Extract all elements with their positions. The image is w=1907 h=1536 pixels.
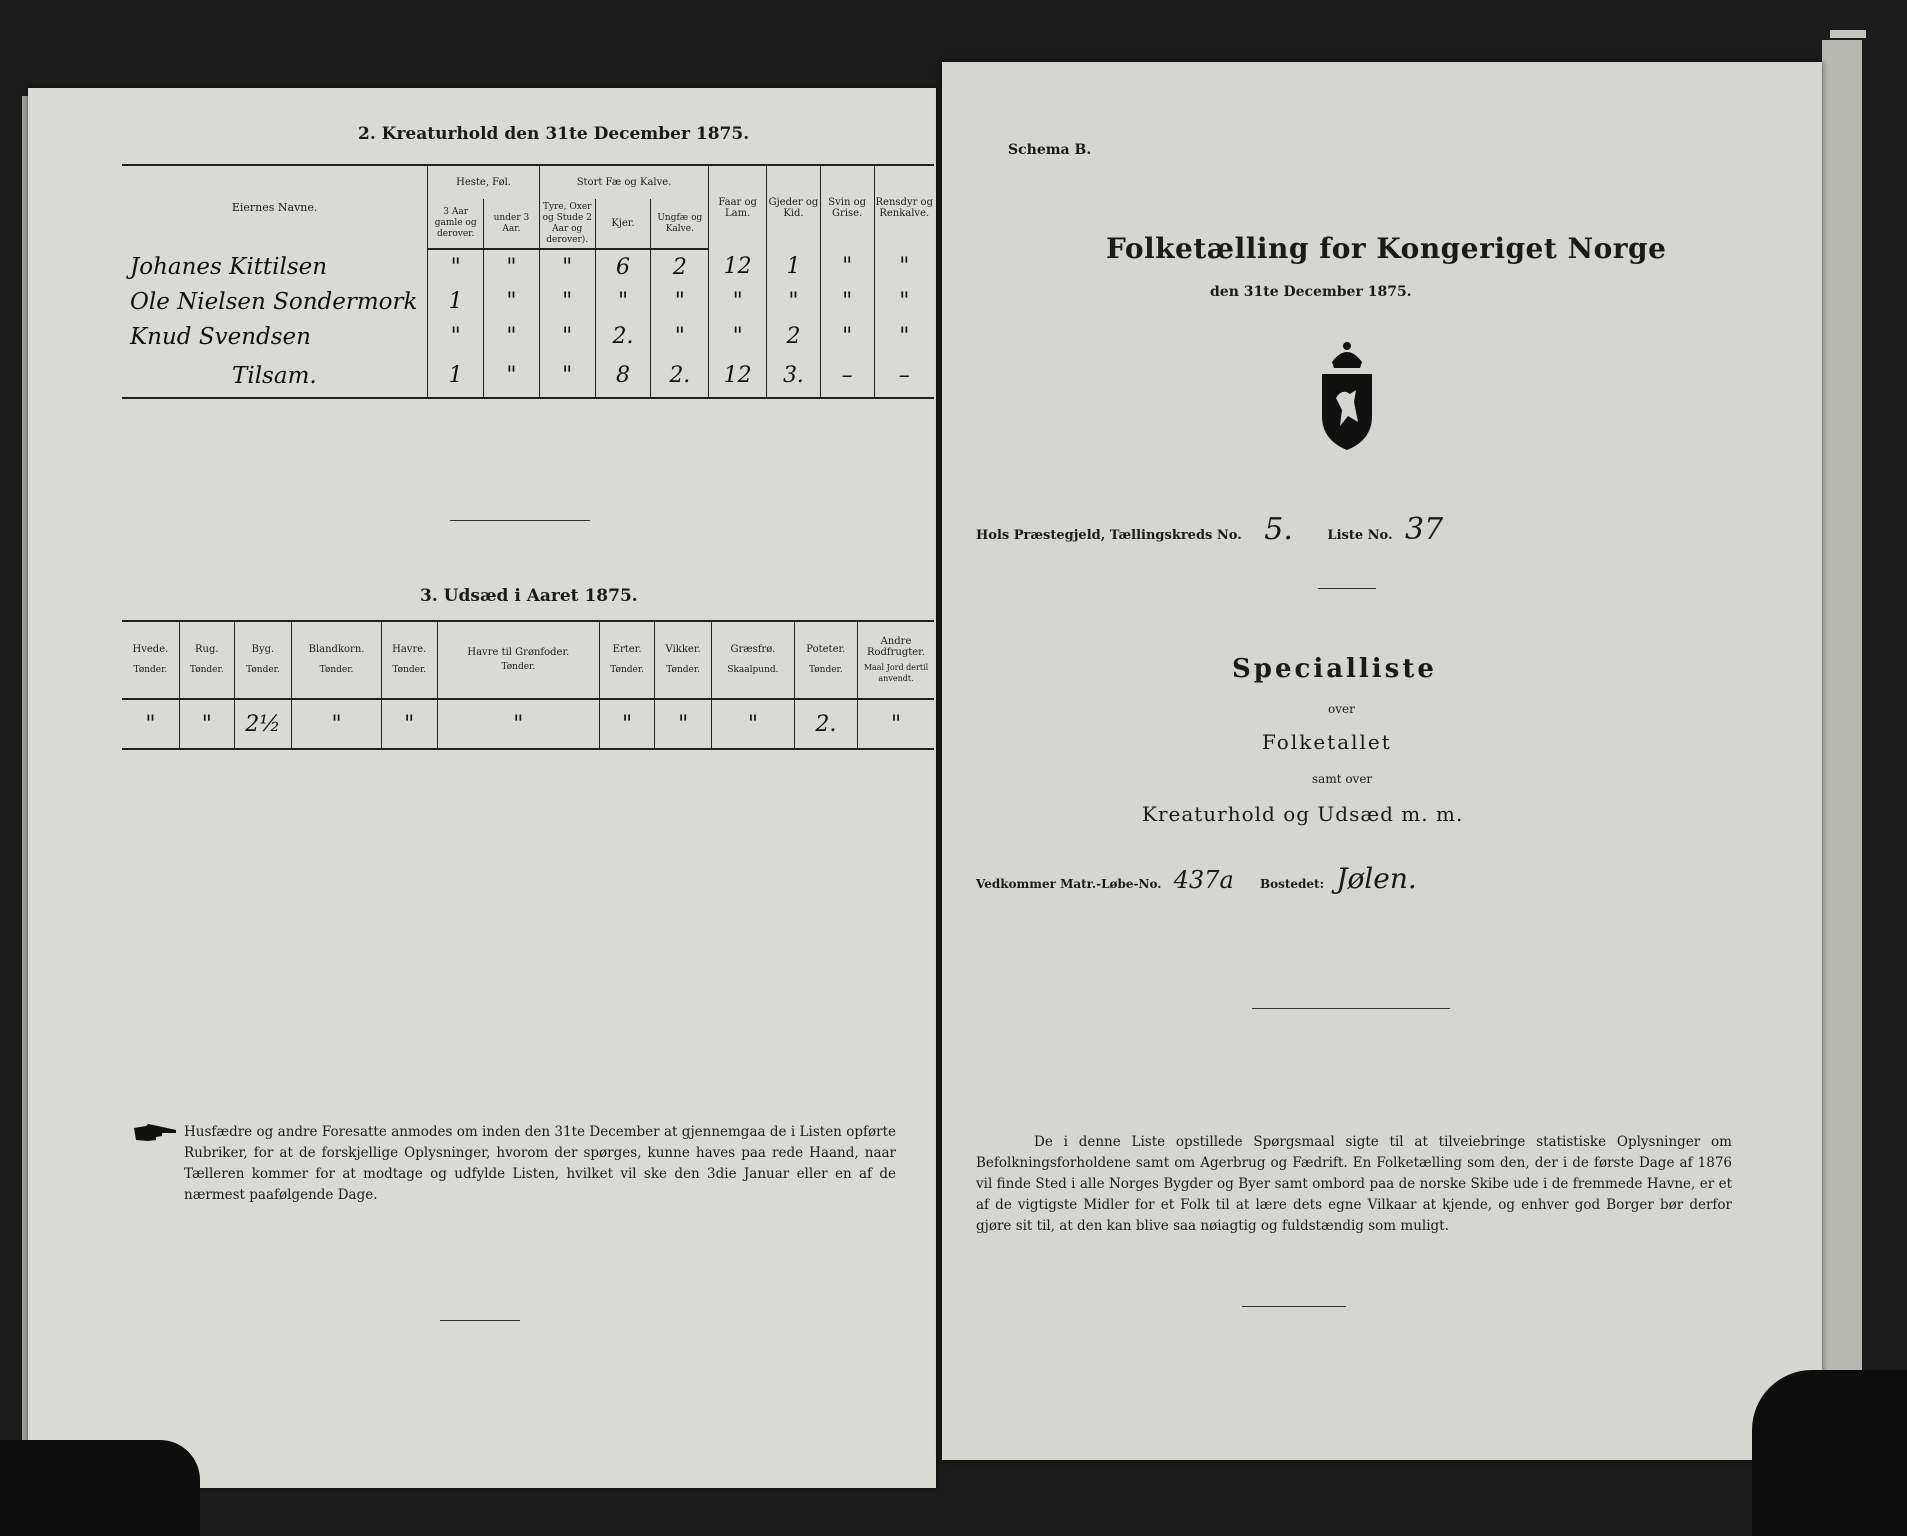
col-vikker [655,621,712,699]
cell: 12 [709,249,767,284]
specialliste-heading: Specialliste [1232,654,1437,684]
col-unit: Tønder. [246,665,280,675]
group-stort-fae: Stort Fæ og Kalve. [539,165,708,199]
bottom-divider [440,1320,520,1321]
table-row [122,699,934,749]
cell: " [484,319,540,354]
cell: " [820,249,874,284]
col-label: Andre Rodfrugter. [866,636,926,658]
left-page [28,88,936,1488]
cell: 1 [428,284,484,319]
cell: " [874,249,934,284]
cell: " [428,249,484,284]
cell: " [600,699,655,749]
col-unit: Tønder. [392,665,427,675]
col-label: Rug. [195,644,219,655]
page-stack-edge-right [1822,40,1862,1450]
main-title: Folketælling for Kongeriget Norge [1106,232,1667,265]
page-stack-edge-right-2 [1830,30,1866,38]
cell: 2 [767,319,821,354]
col-label: Hvede. [132,644,169,655]
table-row [122,319,934,354]
cell: " [428,319,484,354]
cell: " [539,319,595,354]
cell: " [595,284,651,319]
col-rensdyr: Rensdyr og Renkalve. [874,165,934,249]
livestock-table [122,164,934,399]
cell: " [712,699,794,749]
bottom-divider [1242,1306,1346,1307]
col-erter [600,621,655,699]
divider-line [450,520,590,521]
cell: – [874,354,934,398]
col-unit: Tønder. [319,665,354,675]
kreaturhold-heading: Kreaturhold og Udsæd m. m. [1142,802,1464,826]
cell: " [820,319,874,354]
book-clip-right [1752,1370,1907,1536]
cell: " [437,699,600,749]
notice-text: Husfædre og andre Foresatte anmodes om inden den 31te December at gjennemgaa de i Listen opførte Rubriker, for at de forskjellige Oplysninger, hvorom der spørges, kunne haves paa rede Haand, naar Tælleren kommer for at modtage og udfylde Listen, hvilket vil ske den 3die Januar eller en af de nærmest paafølgende Dage. [184,1124,896,1203]
cell: " [655,699,712,749]
cell: 2½ [234,699,291,749]
col-owner-names: Eiernes Navne. [122,165,428,249]
cell: " [820,284,874,319]
col-svin: Svin og Grise. [820,165,874,249]
col-poteter [794,621,857,699]
table-row [122,284,934,319]
cell: " [874,284,934,319]
cell: " [292,699,382,749]
col-label: Erter. [612,644,642,655]
col-label: Græsfrø. [730,644,776,655]
col-unit: Tønder. [501,662,536,672]
col-unit: Maal Jord dertil anvendt. [863,663,929,683]
book-clip-left [0,1440,200,1536]
col-gjeder: Gjeder og Kid. [767,165,821,249]
cell: " [539,249,595,284]
divider-line [1252,1008,1450,1009]
district-label: Tællingskreds No. [1109,528,1242,543]
cell: " [709,319,767,354]
owner-name: Knud Svendsen [122,319,428,354]
info-paragraph: De i denne Liste opstillede Spørgsmaal sigte til at tilveiebringe statistiske Oplysninger om Befolkningsforholdene samt om Agerbrug og Fædrift. En Folketælling som den, der i de første Dage af 1876 vil finde Sted i alle Norges Bygder og Byer samt ombord paa de norske Skibe ude i de fremmede Havne, er et af de vigtigste Midler for et Folk til at lære dets egne Vilkaar at kjende, og enhver god Borger bør derfor gjøre sit til, at den kan blive saa nøiagtig og fuldstændig som muligt. [976,1134,1732,1234]
cell: 1 [428,354,484,398]
cell: " [484,249,540,284]
cell: 2. [651,354,709,398]
cell: 6 [595,249,651,284]
col-hvede [122,621,179,699]
bosted-label: Bostedet: [1259,877,1325,891]
col-label: Blandkorn. [308,644,365,655]
col-faar: Faar og Lam. [709,165,767,249]
cell: " [539,354,595,398]
col-andre-rodfrugter [858,621,935,699]
cell: 2. [794,699,857,749]
parish-line [976,512,1443,547]
cell: – [820,354,874,398]
cell: " [484,284,540,319]
coat-of-arms-icon [1312,340,1382,456]
right-page [942,62,1822,1460]
col-havre [381,621,437,699]
section3-title: 3. Udsæd i Aaret 1875. [420,586,638,606]
cell: " [179,699,234,749]
table-row [122,354,934,398]
col-heste-old: 3 Aar gamle og derover. [428,199,484,249]
cell: 1 [767,249,821,284]
cell: 12 [709,354,767,398]
schema-label: Schema B. [1008,142,1092,158]
cell: " [484,354,540,398]
cell: 8 [595,354,651,398]
col-unit: Tønder. [610,665,644,675]
owner-name: Johanes Kittilsen [122,249,428,284]
divider-line [1318,588,1376,589]
col-havre-gronfoder [437,621,600,699]
col-unit: Tønder. [189,665,224,675]
section2-title: 2. Kreaturhold den 31te December 1875. [358,124,750,144]
col-label: Vikker. [665,644,701,655]
samt-over-text: samt over [1312,772,1373,786]
folketallet-heading: Folketallet [1262,730,1392,754]
col-label: Havre. [392,644,427,655]
col-ungfae: Ungfæ og Kalve. [651,199,709,249]
owner-name: Tilsam. [122,354,428,398]
owner-name: Ole Nielsen Sondermork [122,284,428,319]
col-tyre: Tyre, Oxer og Stude 2 Aar og derover). [539,199,595,249]
bosted-value: Jølen. [1336,862,1417,895]
col-unit: Skaalpund. [727,665,779,675]
cell: " [651,284,709,319]
cell: " [651,319,709,354]
col-label: Byg. [251,644,275,655]
col-blandkorn [292,621,382,699]
cell: " [874,319,934,354]
cell: " [709,284,767,319]
over-text-1: over [1328,702,1355,716]
cell: " [381,699,437,749]
cell: 2 [651,249,709,284]
col-kjer: Kjer. [595,199,651,249]
col-graesfro [712,621,794,699]
parish-label: Hols Præstegjeld, [976,528,1106,543]
matr-label: Vedkommer Matr.-Løbe-No. [976,877,1162,891]
table-row [122,249,934,284]
col-byg [234,621,291,699]
pointing-hand-icon [132,1122,178,1148]
cell: " [767,284,821,319]
col-label: Havre til Grønfoder. [467,647,570,658]
list-label: Liste No. [1327,528,1393,543]
col-label: Poteter. [806,644,846,655]
col-unit: Tønder. [808,665,843,675]
col-heste-young: under 3 Aar. [484,199,540,249]
col-rug [179,621,234,699]
col-unit: Tønder. [666,665,701,675]
matr-line [976,862,1417,895]
district-value: 5. [1264,512,1293,547]
group-heste: Heste, Føl. [428,165,540,199]
col-unit: Tønder. [133,665,168,675]
seed-table [122,620,934,750]
cell: " [539,284,595,319]
list-value: 37 [1405,512,1444,547]
cell: " [858,699,935,749]
date-line: den 31te December 1875. [1210,284,1412,300]
cell: " [122,699,179,749]
cell: 2. [595,319,651,354]
matr-value: 437a [1173,866,1234,894]
cell: 3. [767,354,821,398]
